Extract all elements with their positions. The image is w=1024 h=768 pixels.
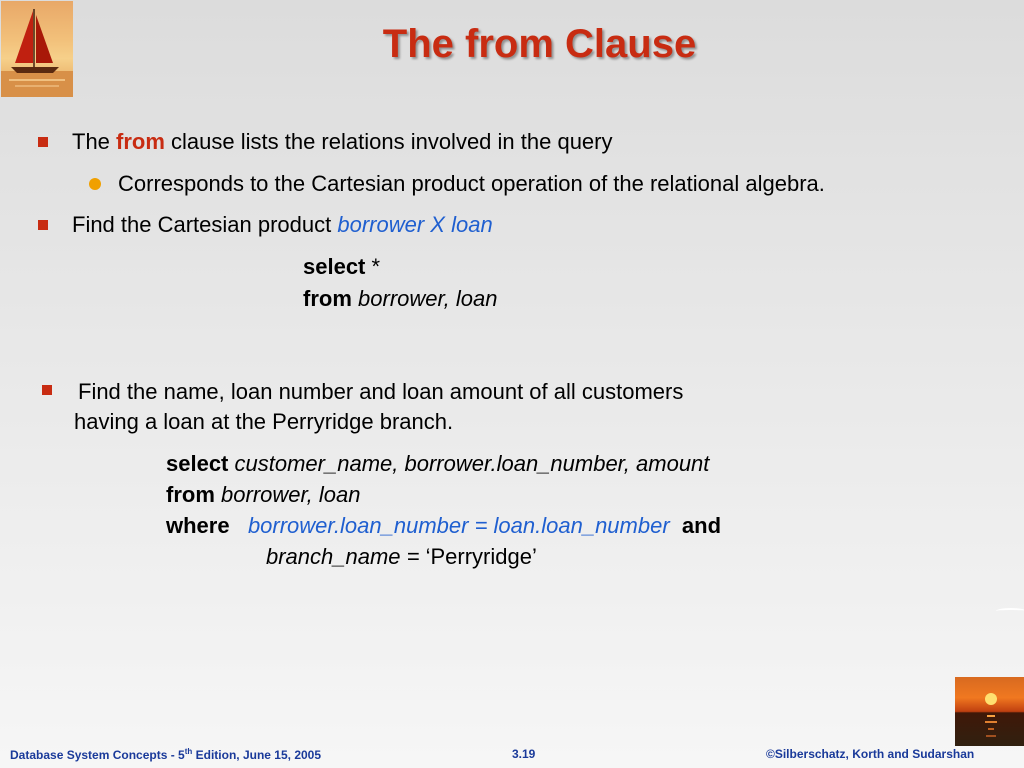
from-keyword: from — [116, 129, 165, 154]
footer-right: ©Silberschatz, Korth and Sudarshan — [766, 747, 975, 761]
slide-title: The from Clause — [382, 22, 697, 66]
bullet-2-text: Find the Cartesian product borrower X loan — [72, 212, 493, 237]
query2-select-line: select customer_name, borrower.loan_number, amount — [166, 451, 710, 476]
query1-from-line: from borrower, loan — [303, 286, 498, 311]
footer-page-number: 3.19 — [512, 747, 536, 761]
query2-condition-line: branch_name = ‘Perryridge’ — [266, 544, 537, 569]
sub-bullet-text: Corresponds to the Cartesian product operation of the relational algebra. — [118, 171, 825, 196]
bullet-square-icon — [42, 385, 52, 395]
sunset-image — [955, 677, 1024, 746]
query2-where-line: where borrower.loan_number = loan.loan_number and — [166, 513, 722, 538]
bullet-3-line2: having a loan at the Perryridge branch. — [74, 409, 454, 434]
decorative-wave — [996, 608, 1024, 614]
bullet-1-text: The from clause lists the relations involved in the query — [72, 129, 613, 154]
cartesian-expression: borrower X loan — [337, 212, 493, 237]
query1-select-line: select * — [303, 254, 381, 279]
footer-left: Database System Concepts - 5th Edition, June 15, 2005 — [10, 747, 322, 762]
bullet-3-line1: Find the name, loan number and loan amount of all customers — [78, 379, 684, 404]
bullet-square-icon — [38, 220, 48, 230]
bullet-dot-icon — [89, 178, 101, 190]
bullet-square-icon — [38, 137, 48, 147]
query2-from-line: from borrower, loan — [166, 482, 361, 507]
